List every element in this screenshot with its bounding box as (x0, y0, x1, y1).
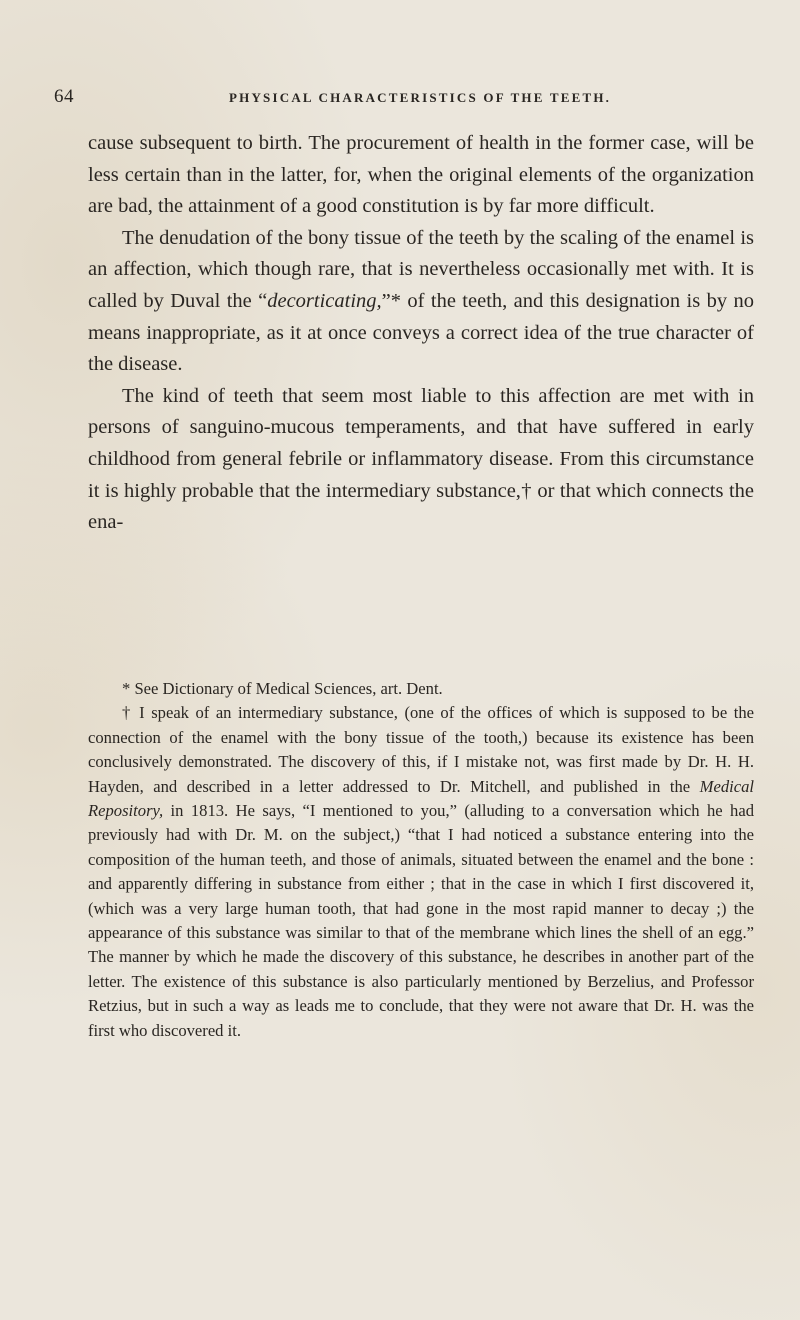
running-title: PHYSICAL CHARACTERISTICS OF THE TEETH. (229, 90, 612, 105)
paragraph-2-text-b: ”* of the teeth, and this designation is by no means inappropriate, as it at once conveys a correct idea of the true character of the disease. (88, 289, 754, 376)
footnote-2-text-a: † I speak of an intermediary substance, (one of the offices of which is supposed to be the connection of the enamel with the bony tissue of the tooth,) because its existence has been conclusively demonstrated. The discovery of this, if I mistake not, was first made by Dr. H. H. Hayden, and described in a letter addressed to Dr. Mitchell, and published in the (88, 703, 754, 796)
paragraph-3: The kind of teeth that seem most liable to this affection are met with in persons of sanguino-mucous temperaments, and that have suffered in early childhood from general febrile or inflammatory disease. From this circumstance it is highly probable that the intermediary substance,† or that which connects the ena- (88, 384, 754, 534)
page-number: 64 (54, 86, 74, 107)
footnote-2-text-b: in 1813. He says, “I mentioned to you,” (alluding to a conversation which he had previously had with Dr. M. on the subject,) “that I had noticed a substance entering into the composition of the human teeth, and those of animals, situated between the enamel and the bone : and apparently differing in substance from either ; that in the case in which I first discovered it, (which was a very large human tooth, that had gone in the most rapid manner to decay ;) the appearance of this substance was similar to that of the membrane which lines the shell of an egg.” The manner by which he made the discovery of this substance, he describes in another part of the letter. The existence of this substance is also particularly mentioned by Berzelius, and Professor Retzius, but in such a way as leads me to conclude, that they were not aware that Dr. H. was the first who discovered it. (88, 801, 754, 1040)
main-text (88, 128, 754, 539)
running-header (54, 86, 754, 110)
footnotes (88, 677, 754, 1043)
footnote-2 (88, 701, 754, 1043)
footnote-1: * See Dictionary of Medical Sciences, art. Dent. (122, 679, 443, 698)
paragraph-2-italic: decorticating, (267, 289, 382, 312)
paragraph-1: cause subsequent to birth. The procurement of health in the former case, will be less certain than in the latter, for, when the original elements of the organization are bad, the attainment of a good constitution is by far more difficult. (88, 132, 754, 218)
paragraph-2-text-a: The denudation of the bony tissue of the teeth by the scaling of the enamel is an affection, which though rare, that is nevertheless occasionally met with. It is called by Duval the “ (88, 226, 754, 312)
paragraph-2 (88, 223, 754, 381)
footnote-2-italic: Medical Repository, (88, 776, 754, 821)
